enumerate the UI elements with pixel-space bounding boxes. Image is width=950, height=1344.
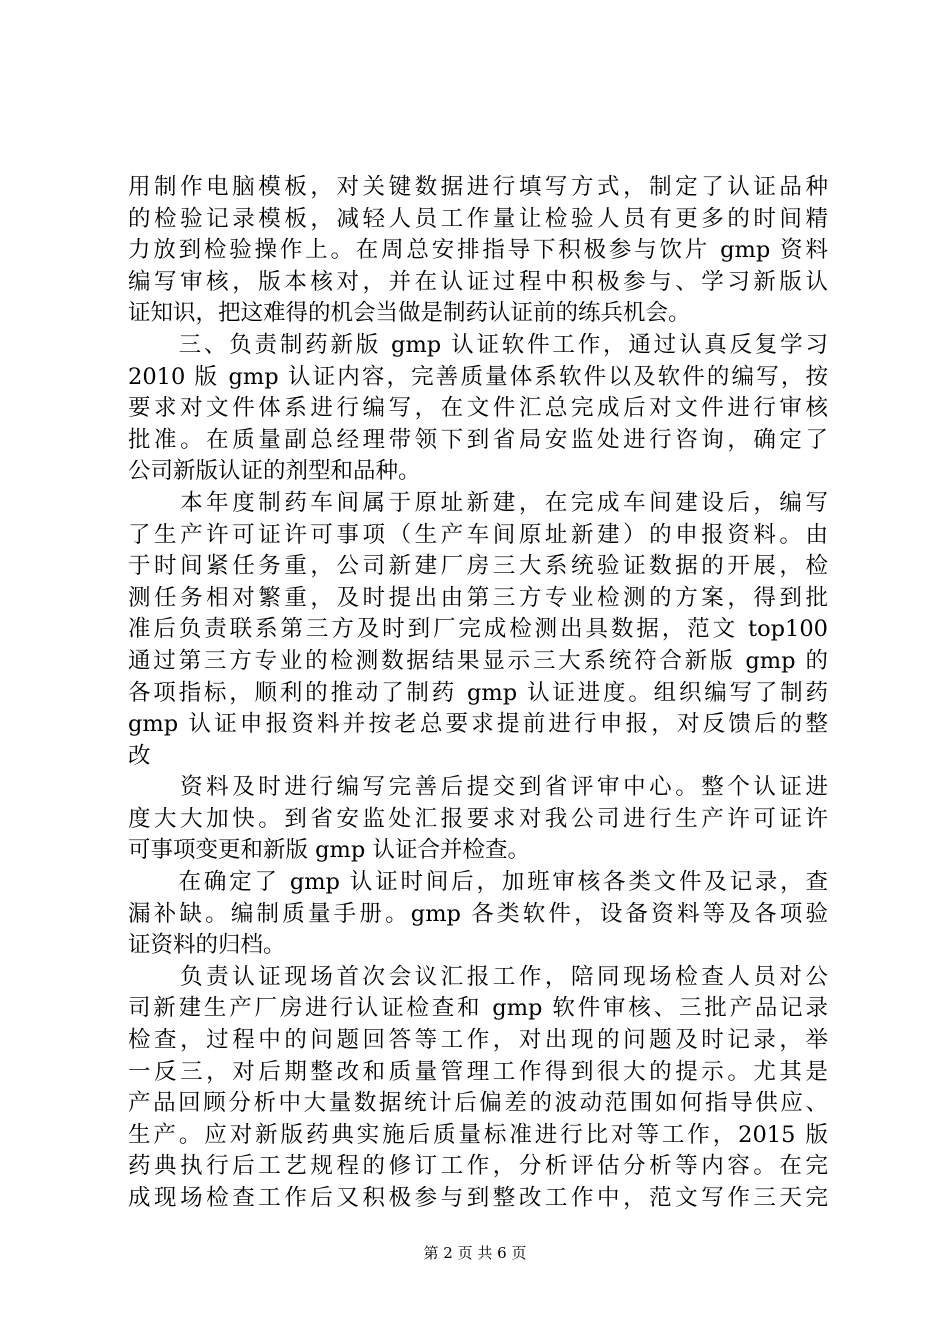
text-line: 了生产许可证许可事项（生产车间原址新建）的申报资料。由 [128, 521, 828, 548]
text-line: 于时间紧任务重，公司新建厂房三大系统验证数据的开展，检 [128, 553, 828, 580]
text-line: 各项指标，顺利的推动了制药 gmp 认证进度。组织编写了制药 [128, 679, 828, 706]
text-line: 证知识，把这难得的机会当做是制药认证前的练兵机会。 [128, 300, 691, 327]
text-line: 要求对文件体系进行编写，在文件汇总完成后对文件进行审核 [128, 395, 828, 422]
text-line: 司新建生产厂房进行认证检查和 gmp 软件审核、三批产品记录 [128, 995, 828, 1022]
text-line: 力放到检验操作上。在周总安排指导下积极参与饮片 gmp 资料 [128, 237, 828, 264]
text-line: 2010 版 gmp 认证内容，完善质量体系软件以及软件的编写，按 [128, 363, 828, 390]
text-line: 度大大加快。到省安监处汇报要求对我公司进行生产许可证许 [128, 805, 828, 832]
text-line: 漏补缺。编制质量手册。gmp 各类软件，设备资料等及各项验 [128, 900, 828, 927]
text-line: 公司新版认证的剂型和品种。 [128, 458, 421, 485]
text-line: 编写审核，版本核对，并在认证过程中积极参与、学习新版认 [128, 268, 828, 295]
text-line: 成现场检查工作后又积极参与到整改工作中，范文写作三天完 [128, 1185, 828, 1211]
page-footer: 第 2 页 共 6 页 [423, 1244, 527, 1262]
text-line: 一反三，对后期整改和质量管理工作得到很大的提示。尤其是 [128, 1058, 828, 1085]
text-line: 改 [128, 742, 151, 769]
text-line: 本年度制药车间属于原址新建，在完成车间建设后，编写 [128, 489, 828, 516]
text-line: 的检验记录模板，减轻人员工作量让检验人员有更多的时间精 [128, 205, 828, 232]
text-line: 证资料的归档。 [128, 932, 286, 959]
text-line: 准后负责联系第三方及时到厂完成检测出具数据，范文 top100 [128, 616, 828, 643]
text-line: 检查，过程中的问题回答等工作，对出现的问题及时记录，举 [128, 1027, 828, 1054]
text-line: 通过第三方专业的检测数据结果显示三大系统符合新版 gmp 的 [128, 647, 828, 674]
text-line: gmp 认证申报资料并按老总要求提前进行申报，对反馈后的整 [128, 711, 828, 738]
text-line: 用制作电脑模板，对关键数据进行填写方式，制定了认证品种 [128, 174, 828, 200]
text-line: 资料及时进行编写完善后提交到省评审中心。整个认证进 [128, 774, 828, 801]
text-line: 批准。在质量副总经理带领下到省局安监处进行咨询，确定了 [128, 426, 828, 453]
text-line: 药典执行后工艺规程的修订工作，分析评估分析等内容。在完 [128, 1153, 828, 1180]
text-line: 生产。应对新版药典实施后质量标准进行比对等工作，2015 版 [128, 1121, 828, 1148]
text-line: 产品回顾分析中大量数据统计后偏差的波动范围如何指导供应、 [128, 1090, 828, 1117]
text-line: 三、负责制药新版 gmp 认证软件工作，通过认真反复学习 [128, 331, 828, 358]
text-line: 测任务相对繁重，及时提出由第三方专业检测的方案，得到批 [128, 584, 828, 611]
text-line: 在确定了 gmp 认证时间后，加班审核各类文件及记录，查 [128, 869, 828, 896]
document-body [128, 172, 828, 1215]
text-line: 负责认证现场首次会议汇报工作，陪同现场检查人员对公 [128, 963, 828, 990]
text-line: 可事项变更和新版 gmp 认证合并检查。 [128, 837, 530, 864]
